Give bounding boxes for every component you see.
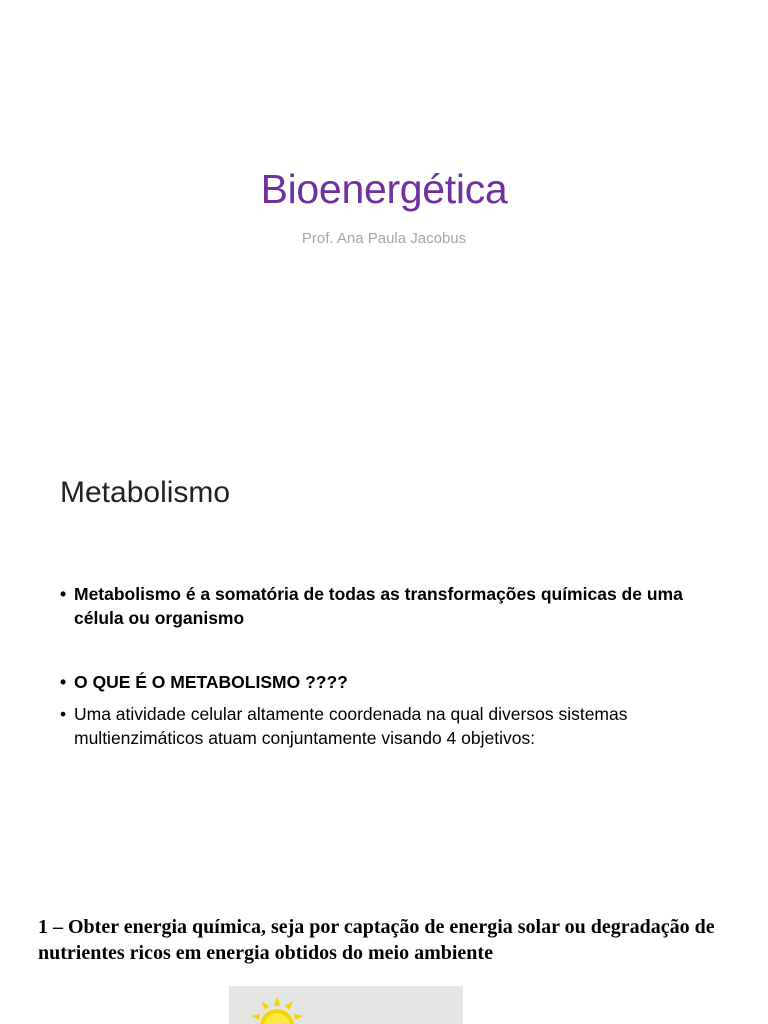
objective-slide: [0, 864, 768, 1024]
bullet-item: • O QUE É O METABOLISMO ????: [60, 670, 720, 694]
bullet-item: • Metabolismo é a somatória de todas as transformações químicas de uma célula ou organismo: [60, 582, 720, 630]
sun-icon: [249, 996, 305, 1024]
metabolismo-slide: [0, 432, 768, 864]
objective-text: 1 – Obter energia química, seja por captação de energia solar ou degradação de nutrientes ricos em energia obtidos do meio ambiente: [38, 916, 715, 964]
presentation-title: Bioenergética: [260, 166, 508, 212]
bullet-list: [60, 582, 720, 750]
title-slide: [0, 0, 768, 432]
slide-title: Metabolismo: [60, 476, 231, 509]
bullet-item: • Uma atividade celular altamente coordenada na qual diversos sistemas multienzimáticos atuam conjuntamente visando 4 objetivos:: [60, 702, 720, 750]
sun-image: [229, 986, 463, 1024]
presentation-subtitle: Prof. Ana Paula Jacobus: [301, 230, 467, 247]
